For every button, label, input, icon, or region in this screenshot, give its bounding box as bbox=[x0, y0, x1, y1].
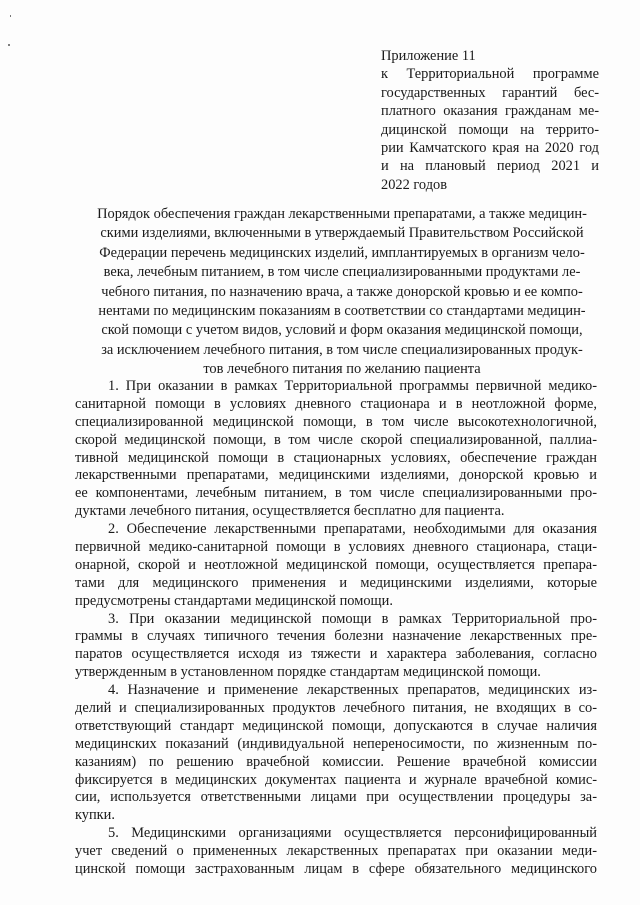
paragraph-4-line: ответствующий стандарт медицинской помощи, допускаются в случае наличия bbox=[75, 717, 597, 734]
document-title bbox=[82, 205, 602, 380]
paragraph-1-line: специализированной медицинской помощи, в том числе высокотехнологичной, bbox=[75, 413, 597, 430]
scan-speck bbox=[10, 15, 11, 17]
paragraph-2-line: онарной, скорой и неотложной медицинской помощи, осуществляется препара- bbox=[75, 556, 597, 573]
paragraph-3-line: 3. При оказании медицинской помощи в рамках Территориальной про- bbox=[108, 610, 597, 627]
appendix-line: и на плановый период 2021 и bbox=[381, 158, 599, 175]
paragraph-5-line: учет сведений о примененных лекарственных препаратах при оказании меди- bbox=[75, 843, 597, 860]
paragraph-4-line: 4. Назначение и применение лекарственных препаратов, медицинских из- bbox=[108, 682, 597, 699]
paragraph-3-line: паратов осуществляется исходя из тяжести и характера заболевания, согласно bbox=[75, 646, 597, 663]
paragraph-1-line: тивной медицинской помощи в стационарных условиях, обеспечение граждан bbox=[75, 449, 597, 466]
paragraph-3-line: граммы в случаях типичного течения болезни назначение лекарственных пре- bbox=[75, 628, 597, 645]
appendix-line: Приложение 11 bbox=[381, 48, 476, 64]
paragraph-2-line: 2. Обеспечение лекарственными препаратами, необходимыми для оказания bbox=[108, 521, 597, 538]
appendix-line: к Территориальной программе bbox=[381, 66, 599, 83]
paragraph-4-line: медицинских показаний (индивидуальной непереносимости, по жизненным по- bbox=[75, 735, 597, 752]
paragraph-2-line: первичной медико-санитарной помощи в условиях дневного стационара, стаци- bbox=[75, 539, 597, 556]
title-line: чебного питания, по назначению врача, а также донорской кровью и ее компо- bbox=[101, 283, 583, 300]
title-line: ской помощи с учетом видов, условий и форм оказания медицинской помощи, bbox=[101, 322, 583, 339]
paragraph-5-line: 5. Медицинскими организациями осуществляется персонифицированный bbox=[108, 825, 597, 842]
paragraph-4-line: фиксируется в медицинских документах пациента и журнале врачебной комис- bbox=[75, 771, 597, 788]
paragraph-2-line: тами для медицинского применения и медицинскими изделиями, которые bbox=[75, 574, 597, 591]
paragraph-5-line: цинской помощи застрахованным лицам в сфере обязательного медицинского bbox=[75, 861, 597, 878]
paragraph-4-line: делий и специализированных продуктов лечебного питания, не входящих в со- bbox=[75, 700, 597, 717]
appendix-line: государственных гарантий бес- bbox=[381, 84, 599, 101]
paragraph-1-line: санитарной помощи в условиях дневного стационара и в неотложной форме, bbox=[75, 395, 597, 412]
paragraph-2-line: предусмотрены стандартами медицинской помощи. bbox=[75, 592, 393, 609]
paragraph-1-line: лекарственными препаратами, медицинскими изделиями, донорской кровью и bbox=[75, 467, 597, 484]
paragraph-4-line: купки. bbox=[75, 807, 115, 824]
appendix-line: рии Камчатского края на 2020 год bbox=[381, 140, 599, 157]
paragraph-4-line: казаниям) по решению врачебной комиссии. Решение врачебной комиссии bbox=[75, 753, 597, 770]
appendix-line: 2022 годов bbox=[381, 176, 448, 193]
title-line: за исключением лечебного питания, в том числе специализированных продук- bbox=[101, 341, 583, 358]
title-line: Федерации перечень медицинских изделий, имплантируемых в организм чело- bbox=[99, 244, 585, 261]
title-line: века, лечебным питанием, в том числе специализированными продуктами ле- bbox=[103, 264, 581, 281]
paragraph-1-line: ее компонентами, лечебным питанием, в том числе специализированными про- bbox=[75, 485, 597, 502]
title-line: тов лечебного питания по желанию пациента bbox=[203, 361, 481, 378]
document-body bbox=[75, 378, 597, 879]
title-line: скими изделиями, включенными в утверждаемый Правительством Российской bbox=[100, 225, 584, 242]
appendix-line: платного оказания гражданам ме- bbox=[381, 103, 599, 120]
title-line: Порядок обеспечения граждан лекарственными препаратами, а также медицин- bbox=[97, 206, 587, 222]
appendix-header bbox=[381, 47, 599, 194]
title-line: нентами по медицинским показаниям в соответствии со стандартами медицин- bbox=[98, 303, 586, 320]
paragraph-1-line: 1. При оказании в рамках Территориальной программы первичной медико- bbox=[108, 378, 597, 394]
paragraph-1-line: дуктами лечебного питания, осуществляется бесплатно для пациента. bbox=[75, 503, 505, 520]
scan-speck bbox=[8, 44, 10, 46]
appendix-line: дицинской помощи на террито- bbox=[381, 121, 599, 138]
paragraph-1-line: скорой медицинской помощи, в том числе скорой специализированной, паллиа- bbox=[75, 431, 597, 448]
paragraph-3-line: утвержденным в установленном порядке стандартам медицинской помощи. bbox=[75, 664, 541, 681]
paragraph-4-line: сии, используется ответственными лицами при осуществлении процедуры за- bbox=[75, 789, 597, 806]
